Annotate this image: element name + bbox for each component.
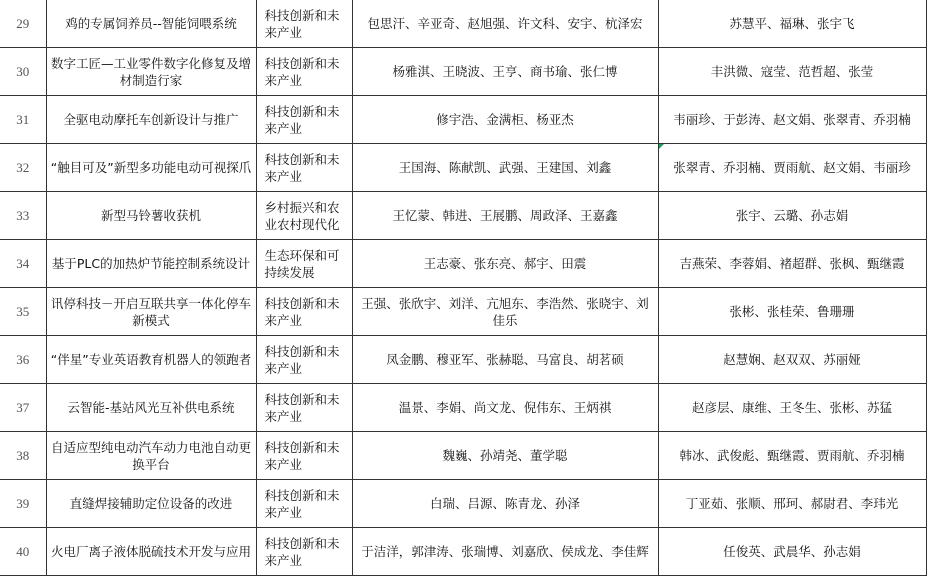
advisors[interactable]: 韦丽珍、于彭涛、赵文娟、张翠青、乔羽楠 xyxy=(658,96,926,144)
advisors-text: 张翠青、乔羽楠、贾雨航、赵文娟、韦丽珍 xyxy=(673,160,911,175)
project-title[interactable]: “伴星”专业英语教育机器人的领跑者 xyxy=(46,336,256,384)
table-row[interactable] xyxy=(0,480,926,528)
project-title[interactable]: 云智能-基站风光互补供电系统 xyxy=(46,384,256,432)
advisors[interactable]: 赵彦层、康维、王冬生、张彬、苏猛 xyxy=(658,384,926,432)
team-members[interactable]: 王强、张欣宇、刘洋、亢旭东、李浩然、张晓宇、刘佳乐 xyxy=(352,288,658,336)
team-members[interactable]: 修宇浩、金满柜、杨亚杰 xyxy=(352,96,658,144)
advisors[interactable]: 吉燕荣、李蓉娟、褚超群、张枫、甄继霞 xyxy=(658,240,926,288)
table-row[interactable] xyxy=(0,240,926,288)
team-members[interactable]: 王忆蒙、韩进、王展鹏、周政泽、王嘉鑫 xyxy=(352,192,658,240)
team-members[interactable]: 杨雅淇、王晓波、王亨、商书瑜、张仁博 xyxy=(352,48,658,96)
table-row[interactable] xyxy=(0,144,926,192)
row-number[interactable]: 35 xyxy=(0,288,46,336)
table-row[interactable] xyxy=(0,192,926,240)
table-row[interactable] xyxy=(0,0,926,48)
project-title[interactable]: 讯停科技－开启互联共享一体化停车新模式 xyxy=(46,288,256,336)
project-category[interactable]: 乡村振兴和农业农村现代化 xyxy=(256,192,352,240)
team-members[interactable]: 王志豪、张东亮、郝宇、田震 xyxy=(352,240,658,288)
row-number[interactable]: 38 xyxy=(0,432,46,480)
table-row[interactable] xyxy=(0,528,926,576)
cell-comment-marker xyxy=(659,144,664,149)
advisors[interactable]: 任俊英、武晨华、孙志娟 xyxy=(658,528,926,576)
row-number[interactable]: 37 xyxy=(0,384,46,432)
team-members[interactable]: 温景、李娟、尚文龙、倪伟东、王炳祺 xyxy=(352,384,658,432)
advisors[interactable]: 苏慧平、福琳、张宇飞 xyxy=(658,0,926,48)
project-category[interactable]: 科技创新和未来产业 xyxy=(256,336,352,384)
project-title[interactable]: 新型马铃薯收获机 xyxy=(46,192,256,240)
project-category[interactable]: 科技创新和未来产业 xyxy=(256,384,352,432)
table-row[interactable] xyxy=(0,288,926,336)
project-category[interactable]: 生态环保和可持续发展 xyxy=(256,240,352,288)
team-members[interactable]: 王国海、陈献凯、武强、王建国、刘鑫 xyxy=(352,144,658,192)
table-row[interactable] xyxy=(0,48,926,96)
project-title[interactable]: 直缝焊接辅助定位设备的改进 xyxy=(46,480,256,528)
project-category[interactable]: 科技创新和未来产业 xyxy=(256,288,352,336)
project-category[interactable]: 科技创新和未来产业 xyxy=(256,96,352,144)
row-number[interactable]: 29 xyxy=(0,0,46,48)
advisors[interactable]: 张宇、云璐、孙志娟 xyxy=(658,192,926,240)
row-number[interactable]: 34 xyxy=(0,240,46,288)
row-number[interactable]: 32 xyxy=(0,144,46,192)
table-row[interactable] xyxy=(0,432,926,480)
row-number[interactable]: 36 xyxy=(0,336,46,384)
project-category[interactable]: 科技创新和未来产业 xyxy=(256,144,352,192)
team-members[interactable]: 凤金鹏、穆亚军、张赫聪、马富良、胡茗硕 xyxy=(352,336,658,384)
project-category[interactable]: 科技创新和未来产业 xyxy=(256,528,352,576)
table-row[interactable] xyxy=(0,96,926,144)
project-category[interactable]: 科技创新和未来产业 xyxy=(256,432,352,480)
row-number[interactable]: 31 xyxy=(0,96,46,144)
advisors[interactable]: 丰洪微、寇莹、范哲超、张莹 xyxy=(658,48,926,96)
project-category[interactable]: 科技创新和未来产业 xyxy=(256,48,352,96)
team-members[interactable]: 魏巍、孙靖尧、董学聪 xyxy=(352,432,658,480)
project-title[interactable]: 全驱电动摩托车创新设计与推广 xyxy=(46,96,256,144)
advisors[interactable]: 赵慧娴、赵双双、苏丽娅 xyxy=(658,336,926,384)
project-title[interactable]: 基于PLC的加热炉节能控制系统设计 xyxy=(46,240,256,288)
row-number[interactable]: 30 xyxy=(0,48,46,96)
team-members[interactable]: 于洁洋，郭津涛、张瑞博、刘嘉欣、侯成龙、李佳辉 xyxy=(352,528,658,576)
project-title[interactable]: 鸡的专属饲养员--智能饲喂系统 xyxy=(46,0,256,48)
advisors[interactable]: 丁亚茹、张顺、邢珂、郝尉君、李玮光 xyxy=(658,480,926,528)
project-category[interactable]: 科技创新和未来产业 xyxy=(256,480,352,528)
project-title[interactable]: 火电厂离子液体脱硫技术开发与应用 xyxy=(46,528,256,576)
project-category[interactable]: 科技创新和未来产业 xyxy=(256,0,352,48)
team-members[interactable]: 白瑞、吕源、陈青龙、孙泽 xyxy=(352,480,658,528)
advisors[interactable]: 张彬、张桂荣、鲁珊珊 xyxy=(658,288,926,336)
row-number[interactable]: 39 xyxy=(0,480,46,528)
advisors[interactable] xyxy=(658,144,926,192)
project-title[interactable]: 数字工匠—工业零件数字化修复及增材制造行家 xyxy=(46,48,256,96)
advisors[interactable]: 韩冰、武俊彪、甄继霞、贾雨航、乔羽楠 xyxy=(658,432,926,480)
row-number[interactable]: 40 xyxy=(0,528,46,576)
team-members[interactable]: 包思汗、辛亚奇、赵旭强、许文科、安宇、杭泽宏 xyxy=(352,0,658,48)
table-row[interactable] xyxy=(0,336,926,384)
table-row[interactable] xyxy=(0,384,926,432)
row-number[interactable]: 33 xyxy=(0,192,46,240)
project-title[interactable]: 自适应型纯电动汽车动力电池自动更换平台 xyxy=(46,432,256,480)
project-title[interactable]: “触目可及”新型多功能电动可视探爪 xyxy=(46,144,256,192)
